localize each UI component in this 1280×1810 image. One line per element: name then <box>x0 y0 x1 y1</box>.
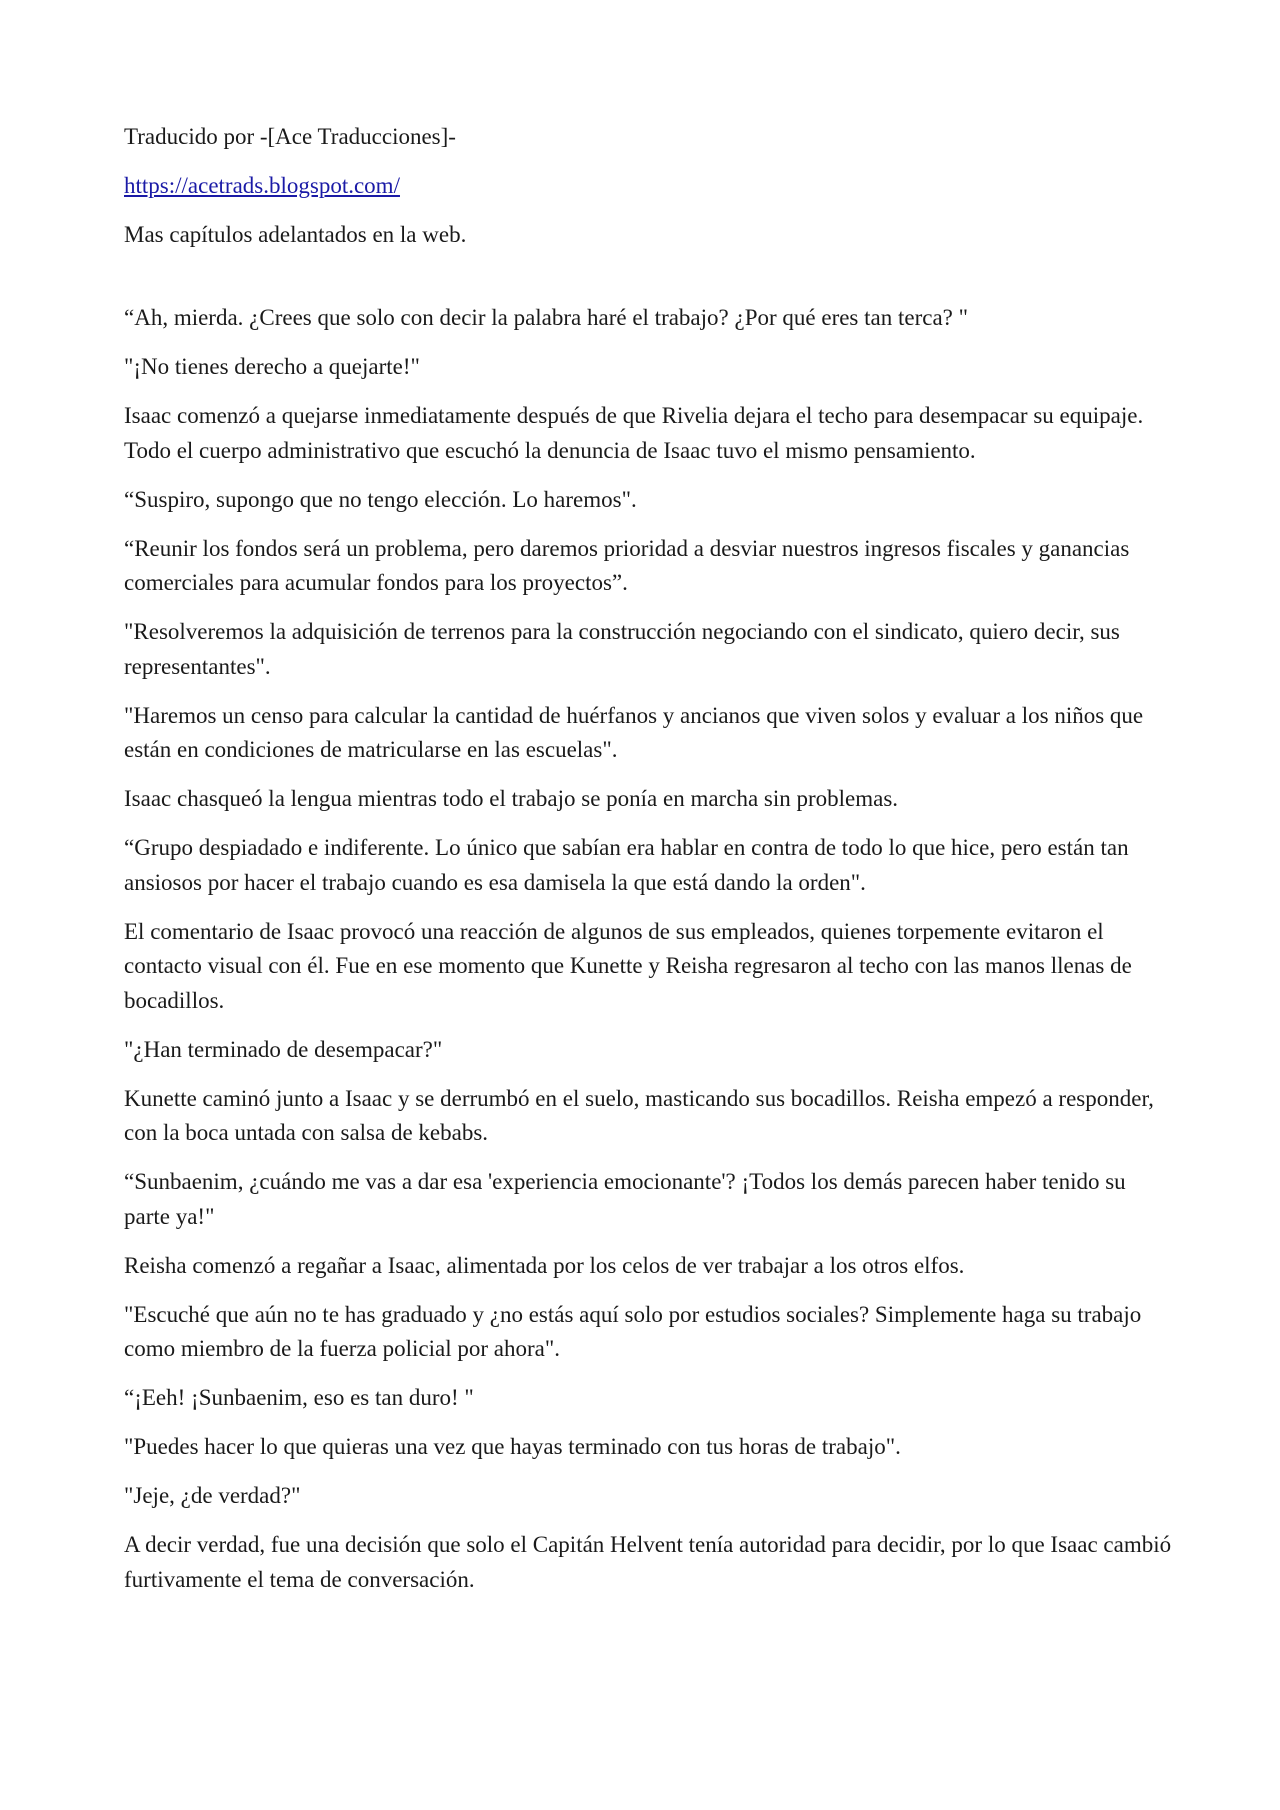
paragraph: Isaac chasqueó la lengua mientras todo el trabajo se ponía en marcha sin problemas. <box>124 786 899 811</box>
paragraph: "¡No tienes derecho a quejarte!" <box>124 354 420 379</box>
section-spacer <box>124 267 1174 301</box>
website-link-line <box>124 169 1174 204</box>
paragraph: “Suspiro, supongo que no tengo elección. Lo haremos". <box>124 486 637 512</box>
paragraph: “Ah, mierda. ¿Crees que solo con decir la palabra haré el trabajo? ¿Por qué eres tan terca? " <box>124 305 969 330</box>
translator-credit: Traducido por -[Ace Traducciones]- <box>124 124 456 149</box>
paragraph: Kunette caminó junto a Isaac y se derrumbó en el suelo, masticando sus bocadillos. Reisha empezó a responder, con la boca untada con salsa de kebabs. <box>124 1085 1154 1145</box>
paragraph: El comentario de Isaac provocó una reacción de algunos de sus empleados, quienes torpemente evitaron el contacto visual con él. Fue en ese momento que Kunette y Reisha regresaron al techo con las manos llenas de bocadillos. <box>124 918 1132 1013</box>
document-body <box>124 120 1174 1612</box>
paragraph: "Puedes hacer lo que quieras una vez que hayas terminado con tus horas de trabajo". <box>124 1434 901 1459</box>
paragraph: "Escuché que aún no te has graduado y ¿no estás aquí solo por estudios sociales? Simplemente haga su trabajo como miembro de la fuerza policial por ahora". <box>124 1301 1142 1361</box>
advance-chapters-note: Mas capítulos adelantados en la web. <box>124 222 467 247</box>
website-link[interactable]: https://acetrads.blogspot.com/ <box>124 173 400 198</box>
paragraph: "Jeje, ¿de verdad?" <box>124 1483 301 1508</box>
paragraph: "Resolveremos la adquisición de terrenos para la construcción negociando con el sindicato, quiero decir, sus representantes". <box>124 619 1120 679</box>
paragraph: “Sunbaenim, ¿cuándo me vas a dar esa 'experiencia emocionante'? ¡Todos los demás parecen haber tenido su parte ya!" <box>124 1169 1126 1229</box>
paragraph: Reisha comenzó a regañar a Isaac, alimentada por los celos de ver trabajar a los otros elfos. <box>124 1252 965 1278</box>
paragraph: Isaac comenzó a quejarse inmediatamente después de que Rivelia dejara el techo para desempacar su equipaje. Todo el cuerpo administrativo que escuchó la denuncia de Isaac tuvo el mismo pensamiento. <box>124 403 1144 463</box>
paragraph: “¡Eeh! ¡Sunbaenim, eso es tan duro! " <box>124 1385 474 1410</box>
paragraph: A decir verdad, fue una decisión que solo el Capitán Helvent tenía autoridad para decidir, por lo que Isaac cambió furtivamente el tema de conversación. <box>124 1532 1172 1592</box>
paragraph: “Reunir los fondos será un problema, pero daremos prioridad a desviar nuestros ingresos fiscales y ganancias comerciales para acumular fondos para los proyectos”. <box>124 535 1130 595</box>
paragraph: "Haremos un censo para calcular la cantidad de huérfanos y ancianos que viven solos y evaluar a los niños que están en condiciones de matricularse en las escuelas". <box>124 702 1144 762</box>
paragraph: “Grupo despiadado e indiferente. Lo único que sabían era hablar en contra de todo lo que hice, pero están tan ansiosos por hacer el trabajo cuando es esa damisela la que está dando la orden". <box>124 835 1129 895</box>
paragraph: "¿Han terminado de desempacar?" <box>124 1036 443 1062</box>
